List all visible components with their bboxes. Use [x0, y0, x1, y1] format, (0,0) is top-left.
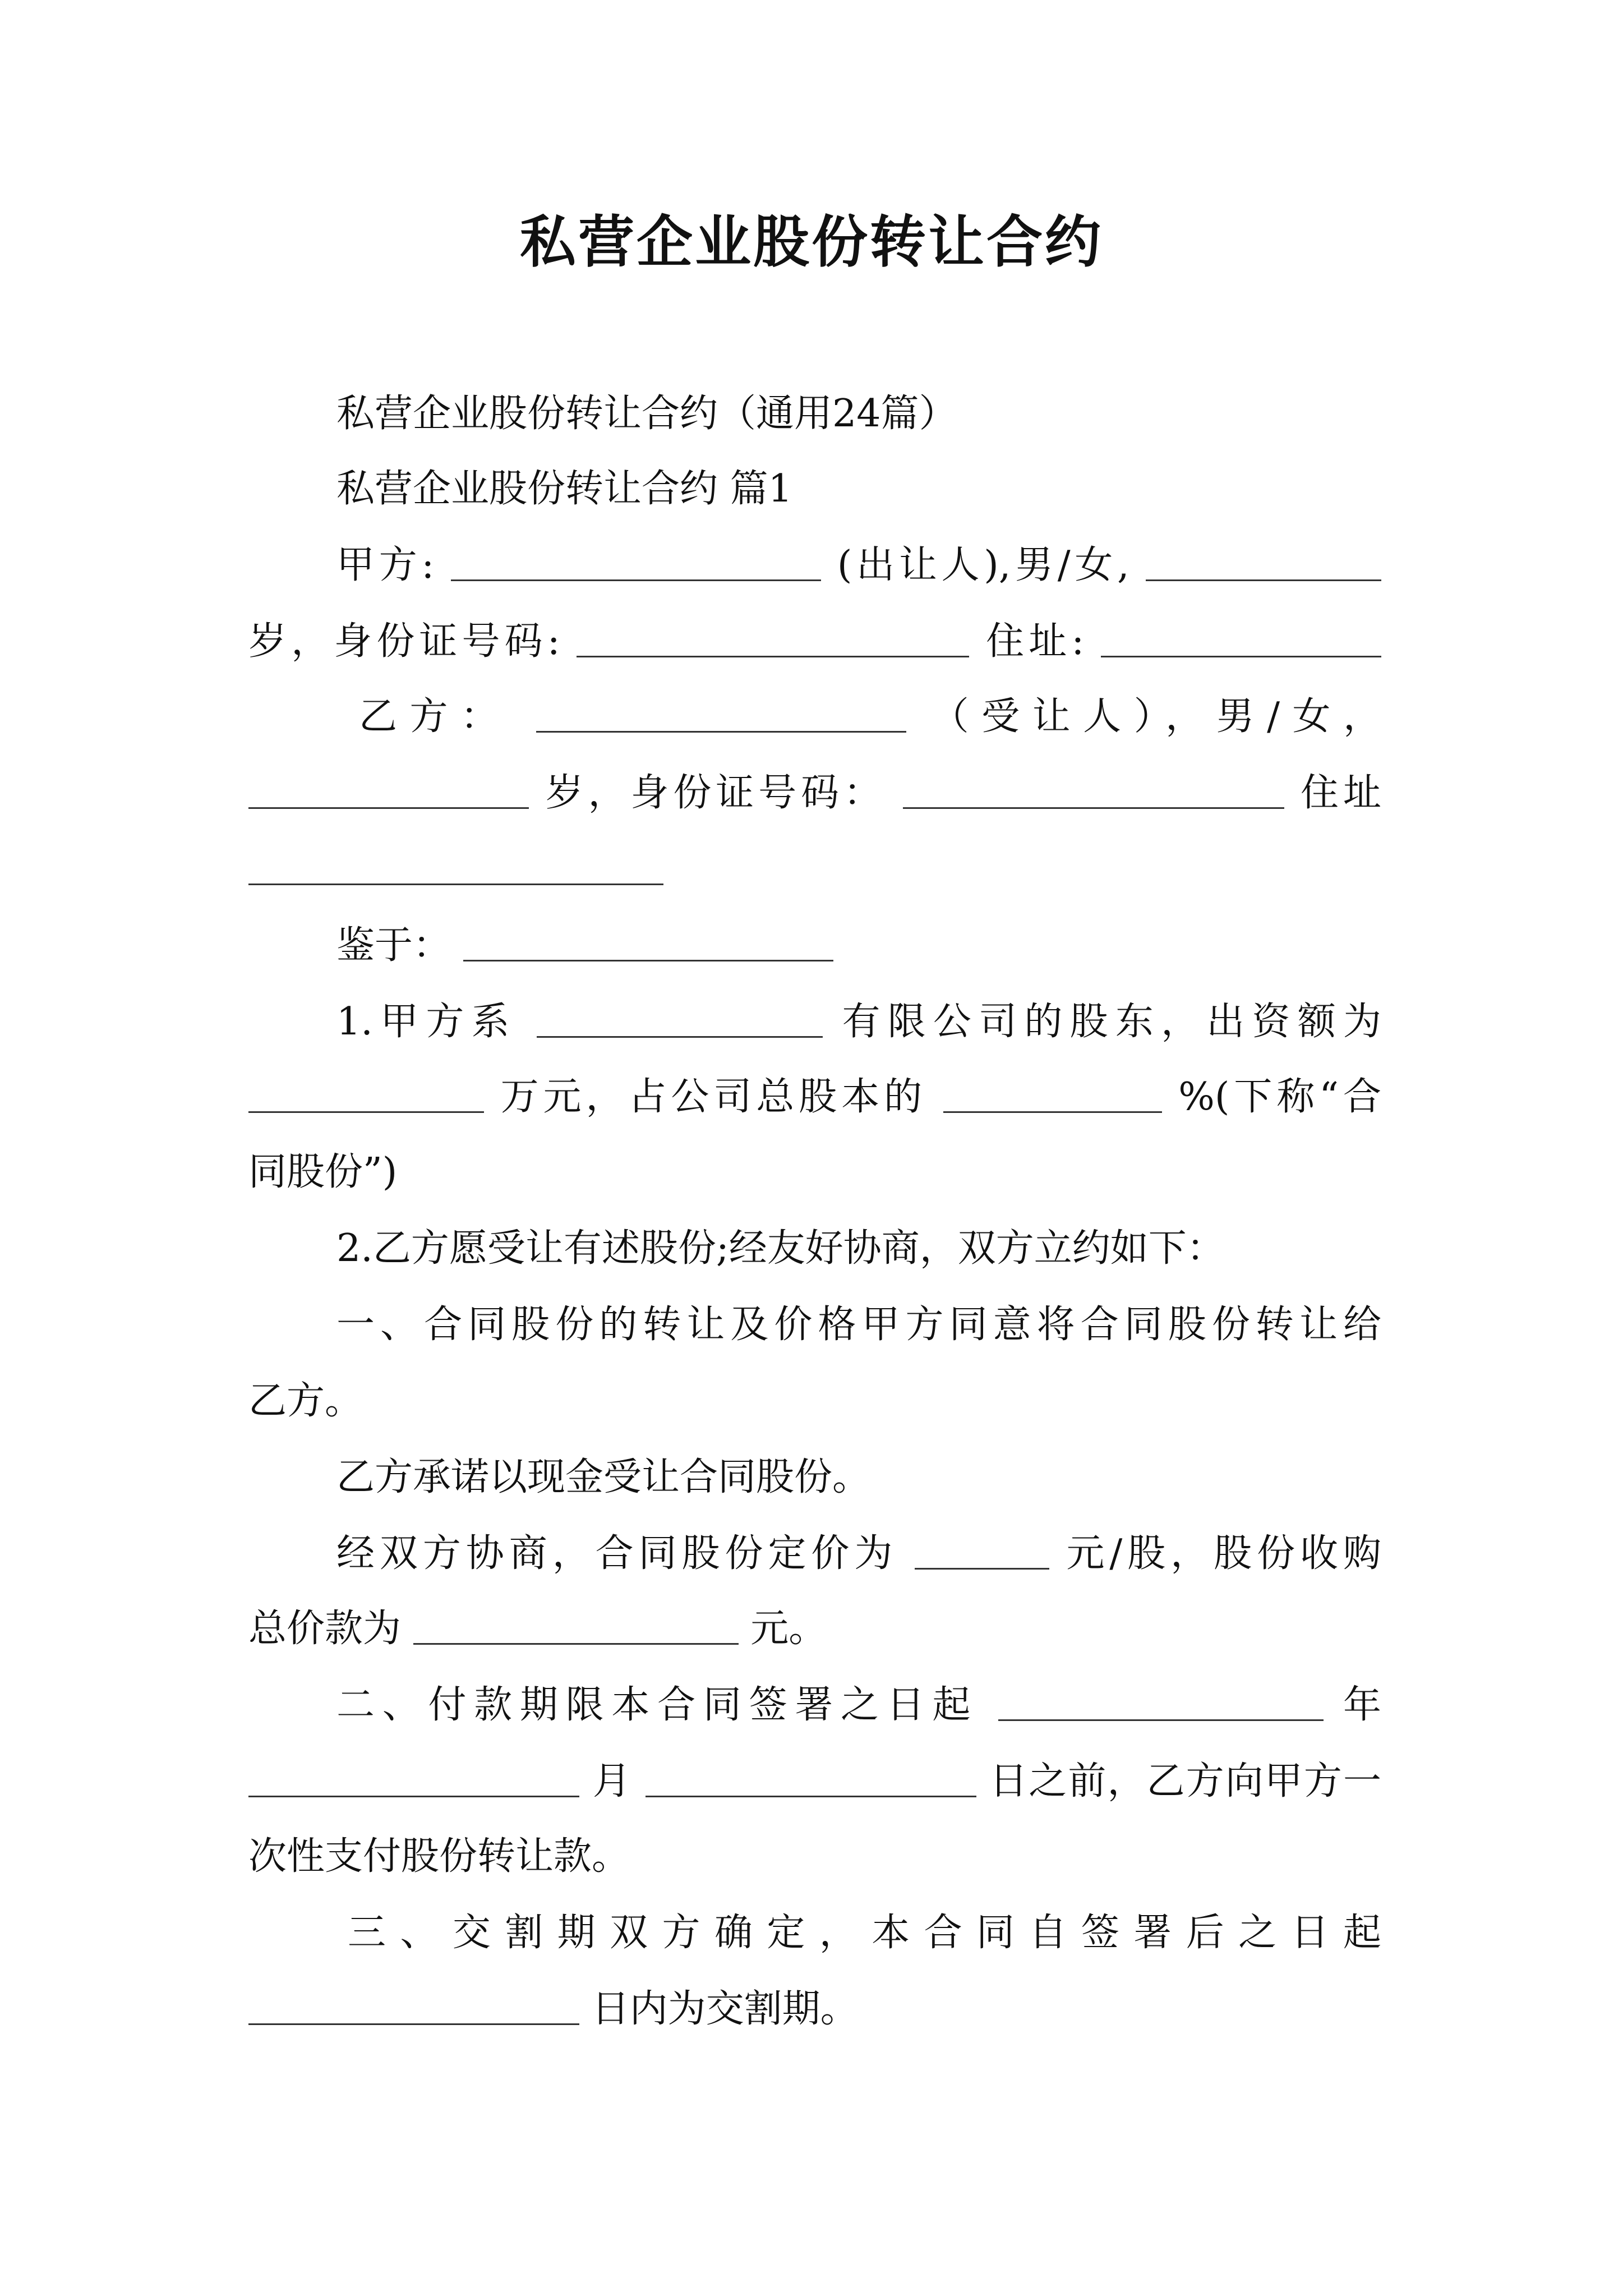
blank-field [248, 770, 529, 809]
document-title: 私营企业股份转让合约 [520, 209, 1103, 275]
blank-field [451, 542, 821, 581]
clause-1-line [336, 994, 1381, 1050]
blank-field [1101, 619, 1381, 657]
blank-field [536, 694, 906, 733]
blank-field [248, 1759, 579, 1797]
line-text: 月 [592, 1759, 632, 1803]
party-b-address-line [248, 841, 1381, 898]
line-text: 日内为交割期。 [591, 1987, 859, 2031]
document-subtitle [336, 386, 1381, 442]
line-text: 1.甲方系 [336, 1000, 517, 1044]
line-text: 2.乙方愿受让有述股份;经友好协商，双方立约如下： [336, 1226, 1225, 1271]
line-text: 总价款为 [248, 1607, 402, 1651]
line-text: 乙方： [359, 694, 511, 739]
blank-field [248, 1074, 484, 1113]
blank-field [248, 846, 663, 885]
line-text: 住址 [1301, 771, 1381, 815]
line-text: 有限公司的股东，出资额为 [842, 1000, 1381, 1044]
clause-1-end-line [248, 1144, 1381, 1200]
party-a-id-line [248, 614, 1381, 670]
line-text: 次性支付股份转让款。 [248, 1834, 630, 1879]
line-text: （受让人），男/女， [930, 694, 1381, 739]
clause-1-cont-line [248, 1069, 1381, 1125]
article-1-cont-line [248, 1373, 1381, 1429]
party-b-id-line [248, 765, 1381, 821]
line-text: 乙方承诺以现金受让合同股份。 [336, 1455, 871, 1499]
party-b-line [359, 689, 1381, 745]
price-line [336, 1526, 1381, 1582]
line-text: 私营企业股份转让合约 篇1 [336, 467, 792, 511]
line-text: 日之前，乙方向甲方一 [989, 1759, 1381, 1803]
line-text: 乙方。 [248, 1379, 363, 1423]
article-2-line [336, 1677, 1381, 1733]
section-heading [336, 461, 1381, 517]
blank-field [1146, 542, 1381, 581]
blank-field [413, 1606, 739, 1645]
line-text: 甲方: [336, 543, 435, 587]
line-text: 岁，身份证号码： [545, 771, 886, 815]
line-text: 私营企业股份转让合约（通用24篇） [336, 392, 957, 436]
line-text: %(下称“合 [1178, 1075, 1381, 1119]
line-text: 元/股，股份收购 [1066, 1531, 1381, 1576]
blank-field [537, 999, 823, 1038]
line-text: 经双方协商，合同股份定价为 [336, 1531, 898, 1576]
article-3-end-line [248, 1981, 1381, 2037]
article-1-commitment-line [336, 1450, 1381, 1506]
clause-2-line [336, 1221, 1381, 1277]
blank-field [248, 1986, 579, 2025]
blank-field [915, 1531, 1049, 1570]
total-price-line [248, 1601, 1381, 1657]
line-text: 一、合同股份的转让及价格甲方同意将合同股份转让给 [336, 1303, 1381, 1347]
blank-field [998, 1682, 1324, 1721]
blank-field [645, 1759, 976, 1797]
line-text: 年 [1343, 1683, 1381, 1727]
line-text: 三、交割期双方确定，本合同自签署后之日起 [348, 1911, 1381, 1955]
line-text: 住址: [986, 619, 1085, 664]
line-text: 岁，身份证号码: [248, 619, 560, 664]
article-2-end-line [248, 1829, 1381, 1885]
line-text: 二、付款期限本合同签署之日起 [336, 1683, 979, 1727]
blank-field [903, 770, 1284, 809]
blank-field [943, 1074, 1162, 1113]
article-1-line [336, 1297, 1381, 1353]
line-text: 同股份”) [248, 1150, 398, 1194]
line-text: 万元，占公司总股本的 [500, 1075, 927, 1119]
blank-field [577, 619, 969, 657]
article-2-date-line [248, 1754, 1381, 1810]
line-text: 鉴于： [336, 923, 451, 968]
blank-field [463, 923, 833, 961]
line-text: 元。 [750, 1607, 827, 1651]
article-3-line [348, 1905, 1381, 1961]
whereas-line [336, 918, 1381, 974]
line-text: (出让人),男/女, [837, 543, 1129, 587]
party-a-line [336, 537, 1381, 593]
